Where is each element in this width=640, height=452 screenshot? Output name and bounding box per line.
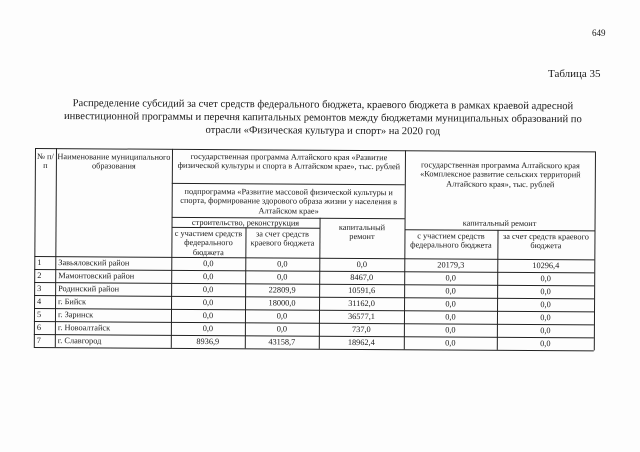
table-label: Таблица 35	[548, 68, 601, 80]
row-number: 5	[36, 310, 42, 320]
header-reg2: за счет средств краевого бюджета	[502, 231, 589, 251]
row-value: 0,0	[277, 272, 288, 282]
row-value: 0,0	[202, 311, 214, 321]
row-name: г. Заринск	[57, 310, 94, 320]
row-value: 8936,9	[196, 336, 220, 347]
row-number: 6	[36, 323, 42, 333]
row-value: 0,0	[356, 259, 368, 270]
row-value: 737,0	[352, 324, 371, 335]
row-value: 10296,4	[532, 261, 560, 271]
row-name: г. Новоалтайск	[57, 323, 111, 333]
row-value: 0,0	[540, 274, 551, 284]
row-value: 8467,0	[350, 272, 374, 283]
row-name: Завьяловский район	[58, 258, 130, 268]
row-name: Родинский район	[58, 284, 120, 294]
row-value: 18962,4	[347, 337, 375, 348]
row-value: 0,0	[203, 272, 214, 282]
row-value: 31162,0	[348, 298, 375, 309]
row-value: 18000,0	[268, 298, 296, 308]
row-value: 36577,1	[347, 311, 375, 322]
row-value: 0,0	[202, 298, 214, 308]
row-value: 0,0	[445, 325, 456, 335]
header-fed: с участием средств федерального бюджета	[174, 228, 243, 257]
row-value: 10591,6	[348, 285, 376, 296]
row-value: 0,0	[540, 313, 551, 323]
page-number: 649	[592, 28, 606, 38]
header-capital-repair2: капитальный ремонт	[462, 218, 537, 229]
row-value: 43158,7	[268, 337, 296, 347]
row-value: 0,0	[445, 312, 456, 322]
subsidy-table	[34, 148, 595, 363]
row-value: 0,0	[445, 286, 456, 296]
table-rule	[172, 183, 405, 185]
row-value: 0,0	[540, 300, 551, 310]
header-reg: за счет средств краевого бюджета	[250, 229, 315, 249]
row-value: 20179,3	[437, 260, 465, 270]
row-value: 22809,9	[268, 285, 296, 295]
row-value: 0,0	[445, 299, 456, 309]
header-capital-repair: капитальный ремонт	[338, 222, 386, 242]
row-name: г. Бийск	[58, 297, 87, 307]
table-border-left	[34, 148, 36, 347]
row-number: 4	[37, 297, 42, 307]
row-name: Мамонтовский район	[58, 271, 135, 281]
row-value: 0,0	[277, 259, 288, 269]
header-construction: строительство, реконструкция	[191, 217, 300, 228]
header-program2: государственная программа Алтайского края «Комплексное развитие сельских территорий Алтайского края», тыс. рублей	[420, 160, 581, 189]
row-value: 0,0	[276, 324, 288, 334]
row-value: 0,0	[276, 311, 288, 321]
table-col-line	[55, 148, 57, 347]
row-value: 0,0	[203, 259, 214, 269]
row-number: 7	[36, 336, 42, 346]
row-name: г. Славгород	[57, 336, 102, 346]
row-number: 3	[37, 284, 42, 294]
header-subprogram: подпрограмма «Развитие массовой физической культуры и спорта, формирование здорового образа жизни у населения в Алтайском крае»	[180, 186, 398, 216]
row-number: 1	[37, 258, 42, 268]
row-value: 0,0	[540, 326, 551, 336]
document-title: Распределение субсидий за счет средств федерального бюджета, краевого бюджета в рамках краевой адресной инвестиционной программы и перечня капитальных ремонтов между бюджетами муниципальных образований по отрасли «Физическая культура и спорт» на 2020 год	[63, 98, 582, 137]
row-value: 0,0	[445, 338, 456, 348]
row-value: 0,0	[540, 339, 551, 349]
row-number: 2	[37, 271, 42, 281]
header-name: Наименование муниципального образования	[57, 152, 171, 172]
header-fed2: с участием средств федерального бюджета	[410, 231, 492, 251]
header-program1: государственная программа Алтайского края «Развитие физической культуры и спорта в Алтайском крае», тыс. рублей	[177, 151, 401, 172]
row-value: 0,0	[202, 285, 214, 295]
row-value: 0,0	[445, 273, 456, 283]
header-num: № п/п	[37, 152, 54, 171]
row-value: 0,0	[540, 287, 551, 297]
row-value: 0,0	[202, 324, 214, 334]
